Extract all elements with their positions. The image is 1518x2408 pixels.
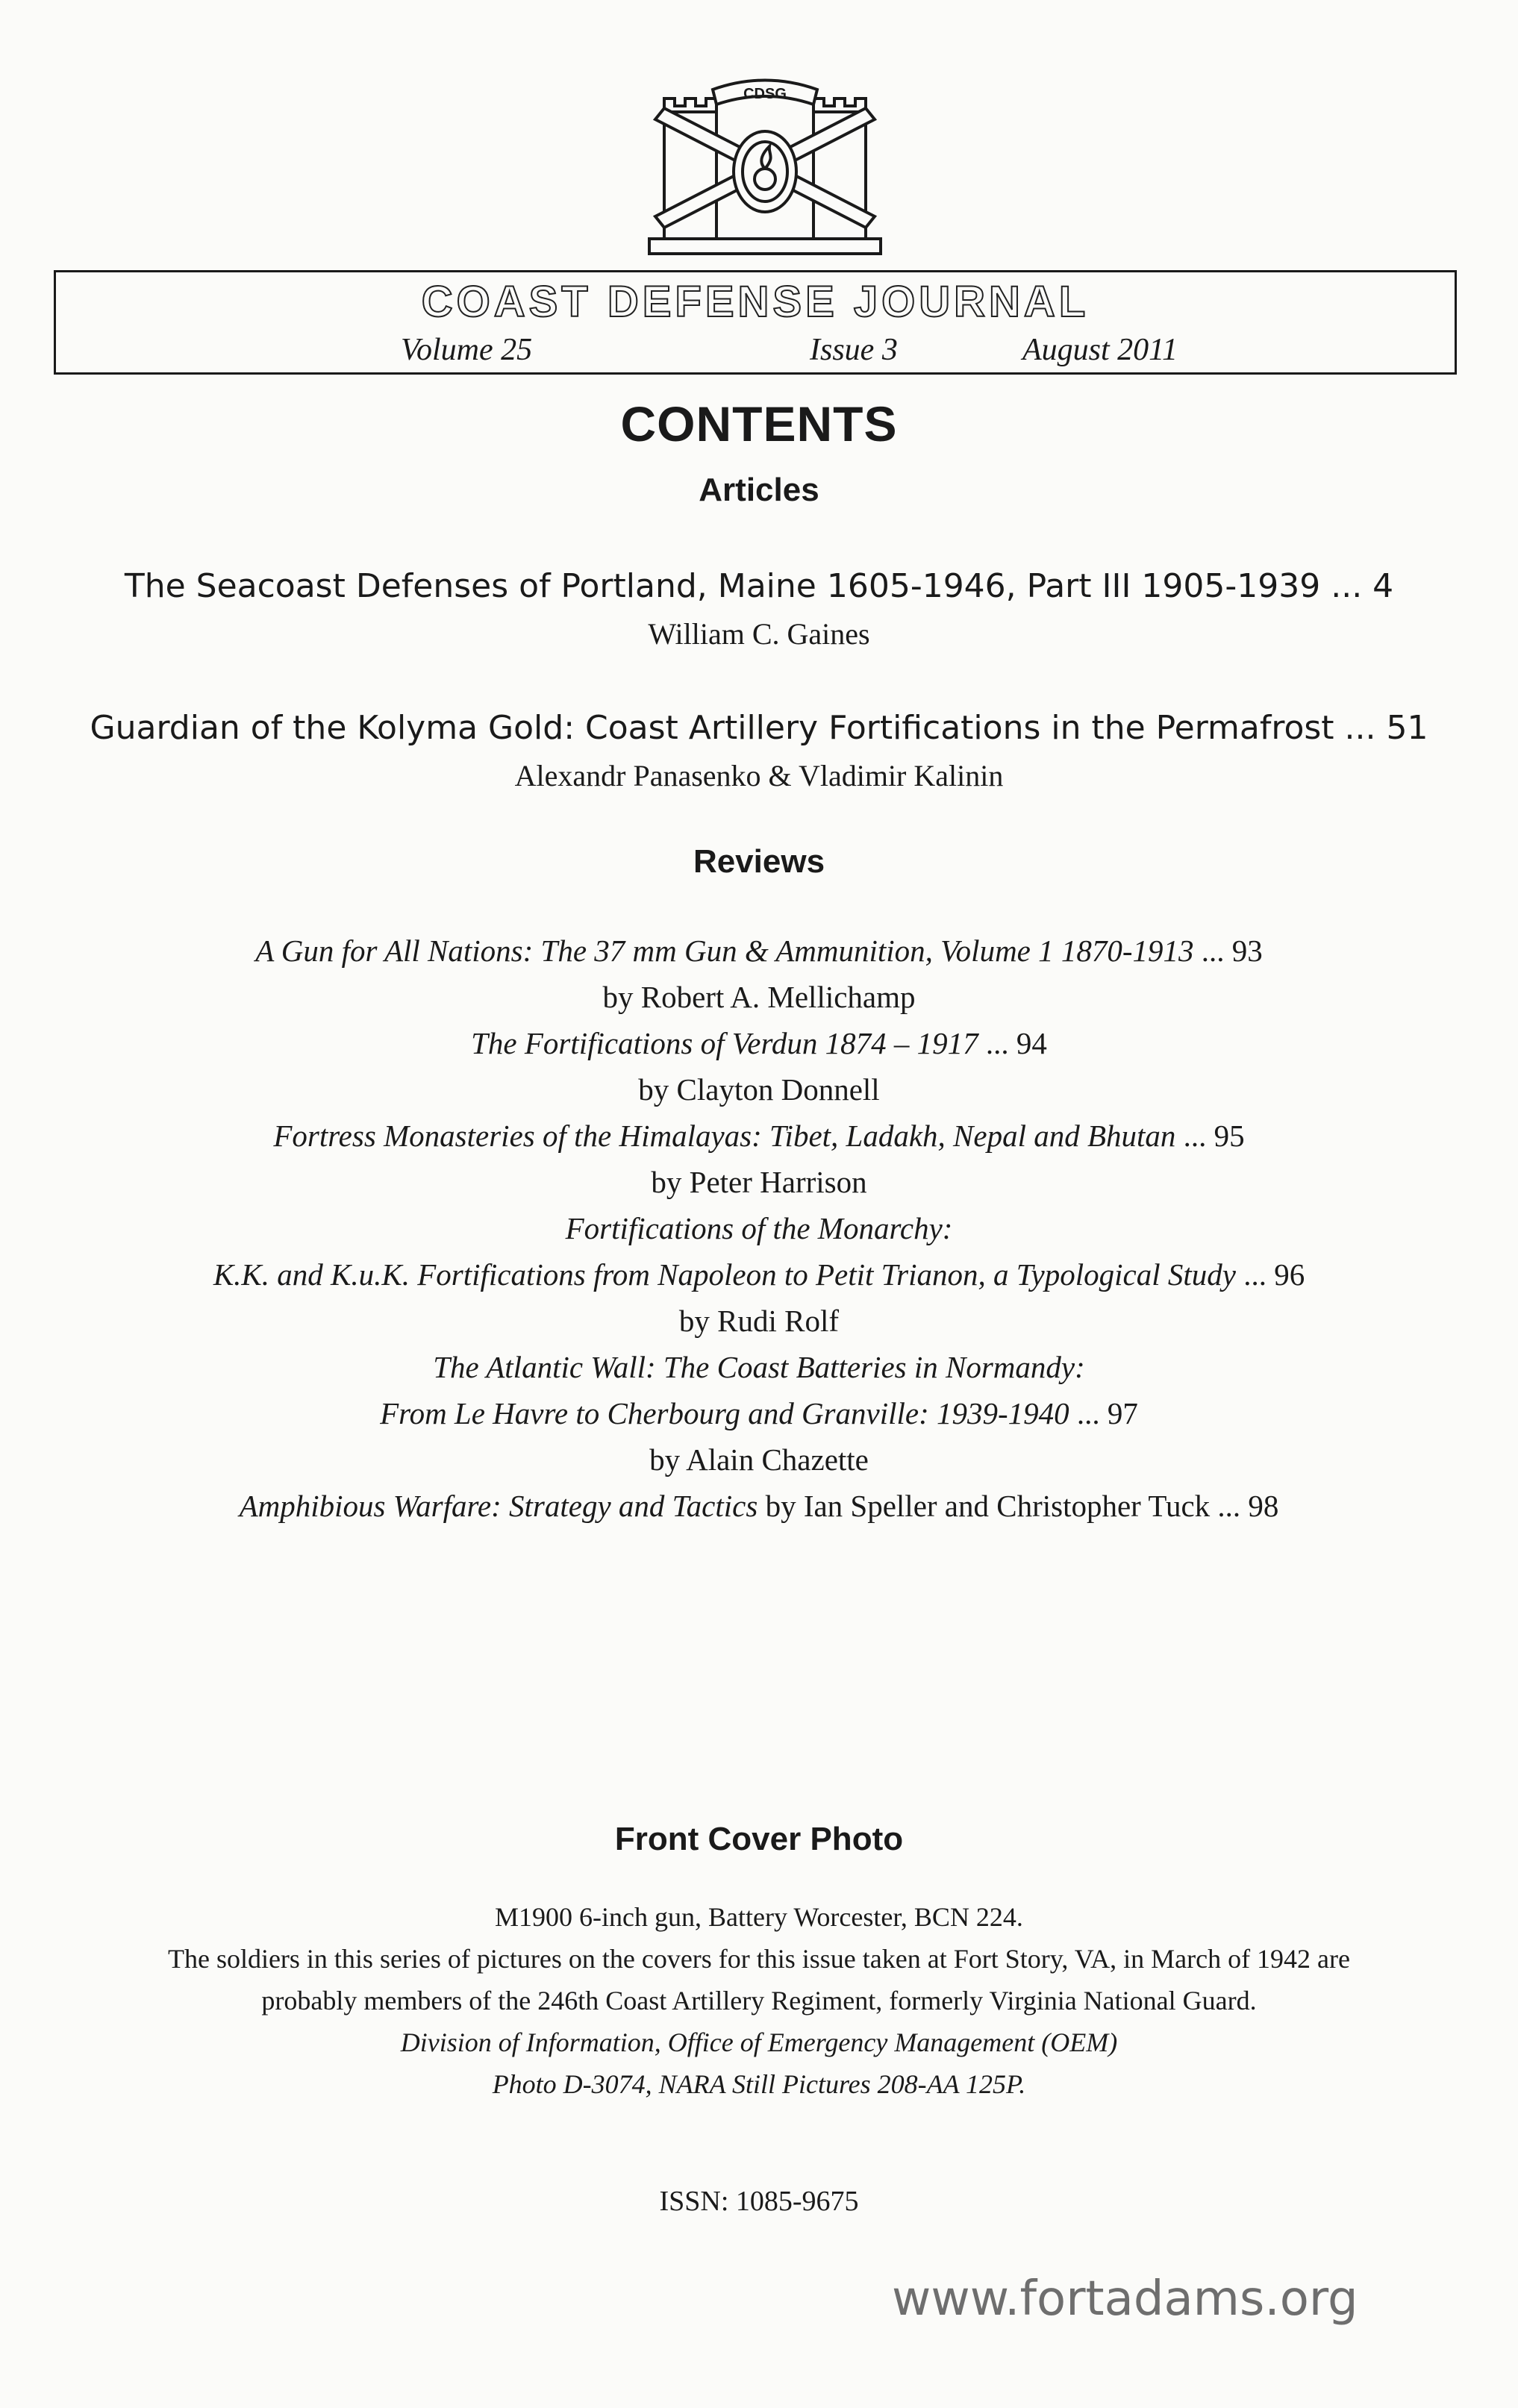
article-title: The Seacoast Defenses of Portland, Maine 1605-1946, Part III 1905-1939 ... 4: [124, 567, 1394, 605]
contents-heading: CONTENTS: [620, 396, 898, 451]
issue-label: Issue 3: [810, 333, 898, 367]
article-title: Guardian of the Kolyma Gold: Coast Artillery Fortifications in the Permafrost ... 51: [90, 709, 1428, 747]
review-author: by Robert A. Mellichamp: [602, 980, 916, 1014]
cover-credit-line: Division of Information, Office of Emergency Management (OEM): [400, 2027, 1118, 2057]
review-author: by Clayton Donnell: [638, 1072, 880, 1107]
review-author: by Alain Chazette: [649, 1442, 869, 1477]
issn-label: ISSN: 1085-9675: [659, 2186, 859, 2217]
review-title: Fortress Monasteries of the Himalayas: Tibet, Ladakh, Nepal and Bhutan ... 95: [273, 1119, 1245, 1153]
review-title-line: Fortifications of the Monarchy:: [565, 1211, 953, 1245]
cdsg-emblem-logo: [642, 67, 888, 269]
logo-text: CDSG: [743, 86, 787, 102]
cover-caption-line: probably members of the 246th Coast Artillery Regiment, formerly Virginia National Guard.: [261, 1986, 1257, 2015]
journal-title: COAST DEFENSE JOURNAL: [421, 278, 1090, 326]
article-author: William C. Gaines: [648, 617, 870, 651]
articles-heading: Articles: [699, 472, 819, 508]
review-title: A Gun for All Nations: The 37 mm Gun & Ammunition, Volume 1 1870-1913 ... 93: [255, 934, 1263, 968]
cover-credit-line: Photo D-3074, NARA Still Pictures 208-AA 125P.: [492, 2069, 1026, 2099]
date-label: August 2011: [1022, 333, 1178, 367]
review-title: K.K. and K.u.K. Fortifications from Napoleon to Petit Trianon, a Typological Study ... 96: [213, 1257, 1305, 1292]
review-title: The Fortifications of Verdun 1874 – 1917 ... 94: [471, 1026, 1047, 1060]
masthead-box: [54, 270, 1457, 375]
review-title: Amphibious Warfare: Strategy and Tactics by Ian Speller and Christopher Tuck ... 98: [239, 1489, 1279, 1523]
cover-photo-heading: Front Cover Photo: [614, 1821, 904, 1857]
cover-caption-line: The soldiers in this series of pictures on the covers for this issue taken at Fort Story, VA, in March of 1942 are: [167, 1944, 1351, 1974]
review-author: by Rudi Rolf: [678, 1304, 840, 1338]
review-title-line: The Atlantic Wall: The Coast Batteries in Normandy:: [433, 1350, 1085, 1384]
volume-label: Volume 25: [401, 333, 533, 367]
review-title: From Le Havre to Cherbourg and Granville: 1939-1940 ... 97: [380, 1396, 1138, 1430]
cover-caption-line: M1900 6-inch gun, Battery Worcester, BCN 224.: [495, 1902, 1023, 1932]
review-author: by Peter Harrison: [651, 1165, 867, 1199]
article-author: Alexandr Panasenko & Vladimir Kalinin: [514, 759, 1004, 792]
website-watermark: www.fortadams.org: [892, 2271, 1358, 2327]
reviews-heading: Reviews: [693, 843, 825, 880]
